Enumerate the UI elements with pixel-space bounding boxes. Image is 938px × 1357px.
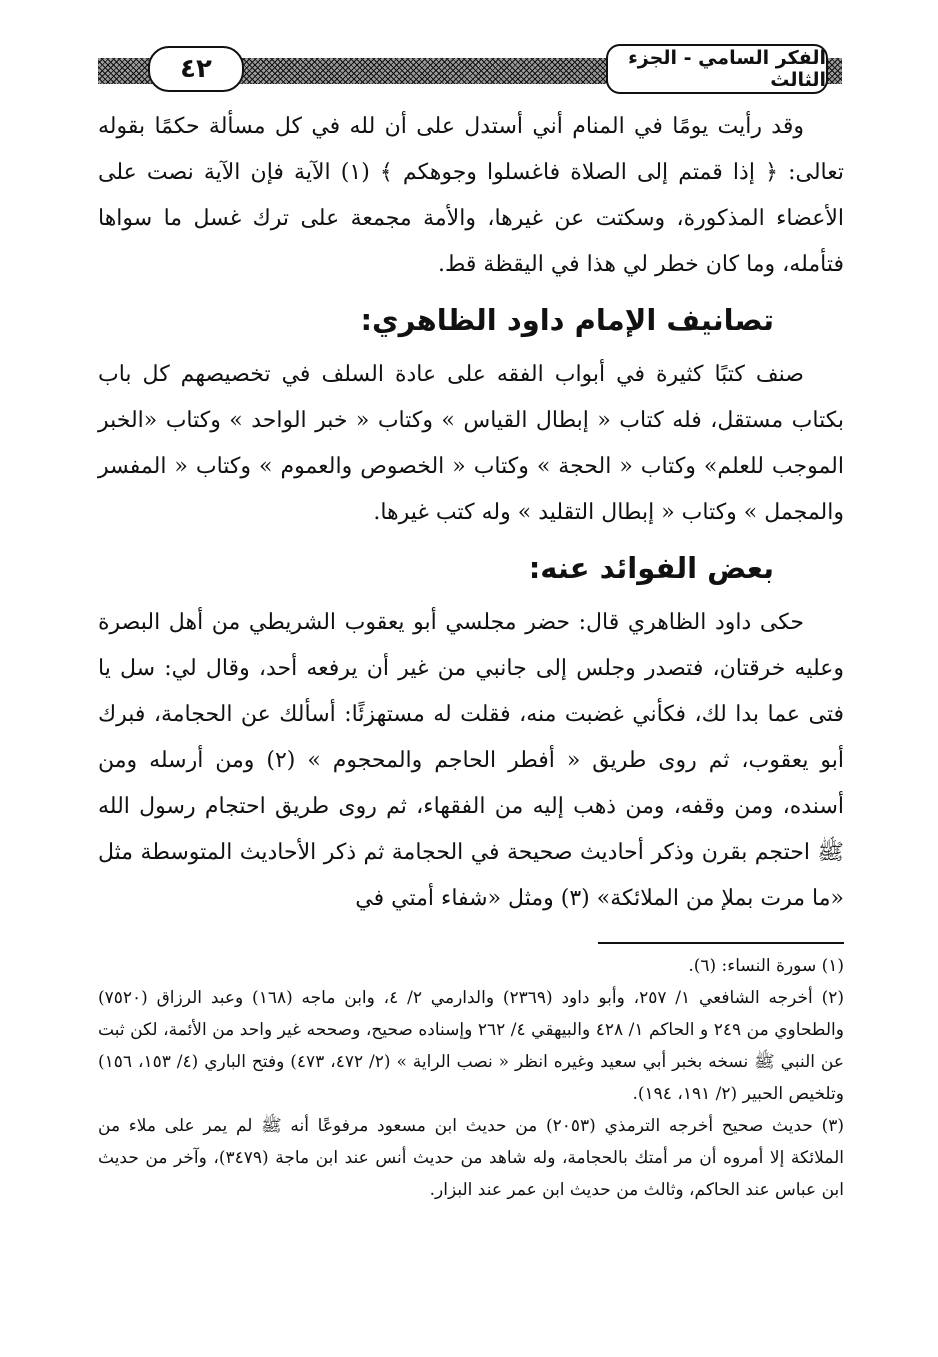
footnote-1: (١) سورة النساء: (٦). — [688, 956, 844, 976]
paragraph-story: حكى داود الظاهري قال: حضر مجلسي أبو يعقوب الشريطي من أهل البصرة وعليه خرقتان، فتصدر وجلس إلى جانبي من غير أن يرفعه أحد، وقال لي: سل يا فتى عما بدا لك، فكأني غضبت منه، فقلت له مستهزئًا: أسألك عن الحجامة، فبرك أبو يعقوب، ثم روى طريق « أفطر الحاجم والمحجوم » (٢) ومن أرسله ومن أسنده، ومن وقفه، ومن ذهب إليه من الفقهاء، ثم روى طريق احتجام رسول الله ﷺ احتجم بقرن وذكر أحاديث صحيحة في الحجامة ثم ذكر الأحاديث المتوسطة مثل «ما مرت بملإ من الملائكة» (٣) ومثل «شفاء أمتي في — [98, 610, 844, 911]
running-title: الفكر السامي - الجزء الثالث — [606, 44, 828, 94]
paragraph-dream: وقد رأيت يومًا في المنام أني أستدل على أن لله في كل مسألة حكمًا بقوله تعالى: ﴿ إذا قمتم إلى الصلاة فاغسلوا وجوهكم ﴾ (١) الآية فإن الآية نصت على الأعضاء المذكورة، وسكتت عن غيرها، والأمة مجمعة على ترك غسل ما سواها فتأمله، وما كان خطر لي هذا في اليقظة قط. — [98, 114, 844, 277]
footnote-3: (٣) حديث صحيح أخرجه الترمذي (٢٠٥٣) من حديث ابن مسعود مرفوعًا أنه ﷺ لم يمر على ملاء من الملائكة إلا أمروه أن مر أمتك بالحجامة، وله شاهد من حديث أنس عند ابن ماجة (٣٤٧٩)، وآخر من حديث ابن عباس عند الحاكم، وثالث من حديث ابن عمر عند البزار. — [98, 1116, 844, 1200]
paragraph-works: صنف كتبًا كثيرة في أبواب الفقه على عادة السلف في تخصيصهم كل باب بكتاب مستقل، فله كتاب « إبطال القياس » وكتاب « خبر الواحد » وكتاب «الخبر الموجب للعلم» وكتاب « الحجة » وكتاب « الخصوص والعموم » وكتاب « المفسر والمجمل » وكتاب « إبطال التقليد » وله كتب غيرها. — [98, 362, 844, 525]
footnote-2: (٢) أخرجه الشافعي ١/ ٢٥٧، وأبو داود (٢٣٦٩) والدارمي ٢/ ٤، وابن ماجه (١٦٨) وعبد الرزاق (٧٥٢٠) والطحاوي من ٢٤٩ و الحاكم ١/ ٤٢٨ والبيهقي ٤/ ٢٦٢ وإسناده صحيح، وصححه غير واحد من الأئمة، لكن ثبت عن النبي ﷺ نسخه بخبر أبي سعيد وغيره انظر « نصب الراية » (٢/ ٤٧٢، ٤٧٣) وفتح الباري (٤/ ١٥٣، ١٥٦) وتلخيص الحبير (٢/ ١٩١، ١٩٤). — [98, 988, 845, 1104]
footnote-separator — [598, 942, 844, 944]
heading-works: تصانيف الإمام داود الظاهري: — [360, 303, 774, 337]
page-header — [98, 40, 842, 102]
footnotes — [98, 950, 844, 1206]
page-number: ٤٢ — [148, 46, 244, 92]
main-text — [98, 104, 844, 922]
heading-benefits: بعض الفوائد عنه: — [528, 551, 774, 585]
